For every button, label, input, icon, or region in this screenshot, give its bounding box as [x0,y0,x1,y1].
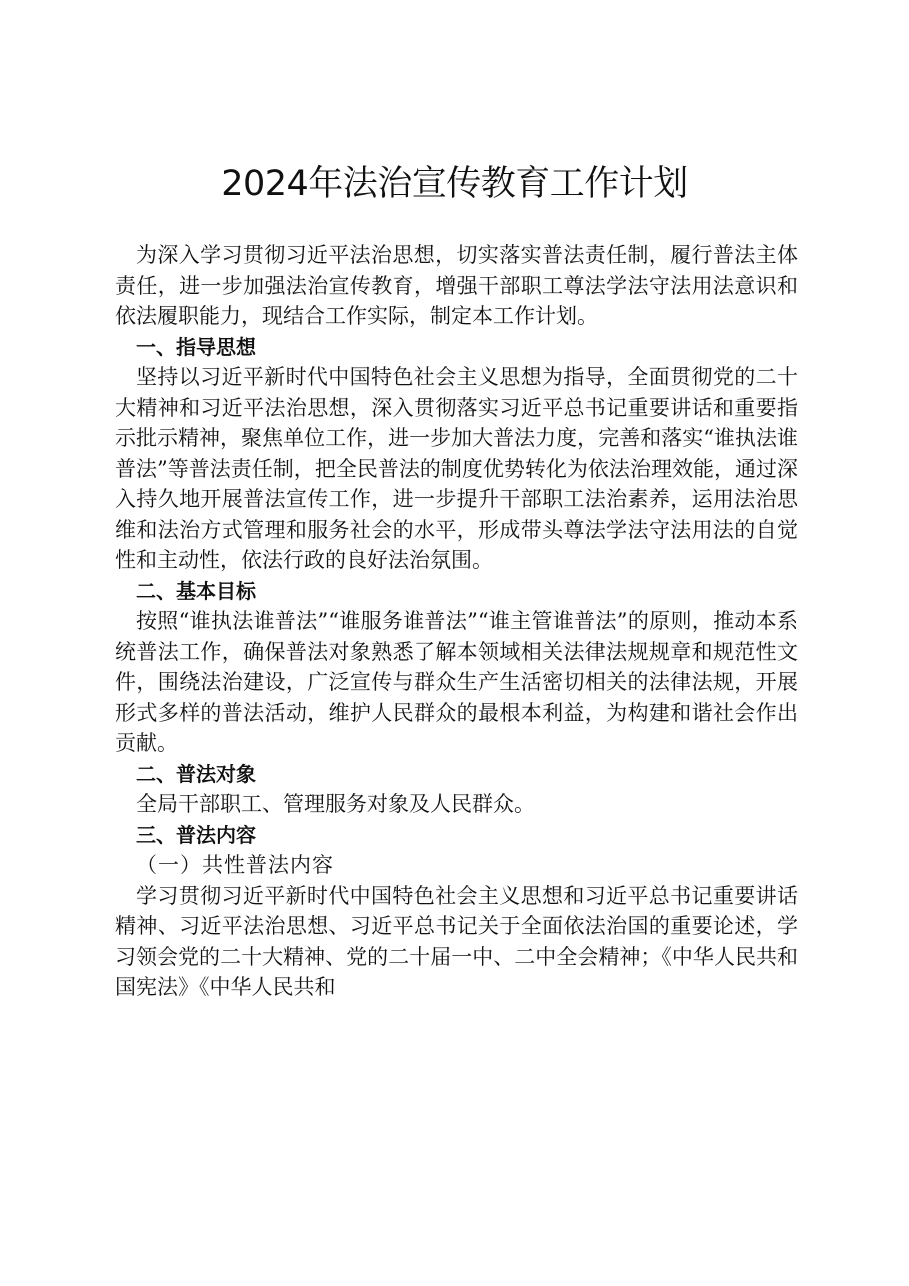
document-title: 2024年法治宣传教育工作计划 [221,164,688,204]
common-content-paragraph: 学习贯彻习近平新时代中国特色社会主义思想和习近平总书记重要讲话精神、习近平法治思想、习近平总书记关于全面依法治国的重要论述，学习领会党的二十大精神、党的二十届一中、二中全会精神；《中华人民共和国宪法》《中华人民共和 [115,883,798,999]
subsection-heading-common-content: （一）共性普法内容 [136,853,334,877]
basic-goals-paragraph: 按照“谁执法谁普法”“谁服务谁普法”“谁主管谁普法”的原则，推动本系统普法工作，确保普法对象熟悉了解本领域相关法律法规规章和规范性文件，围绕法治建设，广泛宣传与群众生产生活密切相关的法律法规，开展形式多样的普法活动，维护人民群众的最根本利益，为构建和谐社会作出贡献。 [115,609,798,755]
section-heading-guiding-ideology: 一、指导思想 [136,334,256,359]
section-heading-audience: 二、普法对象 [136,761,256,786]
audience-paragraph: 全局干部职工、管理服务对象及人民群众。 [136,792,535,816]
section-heading-basic-goals: 二、基本目标 [136,578,256,603]
intro-paragraph: 为深入学习贯彻习近平法治思想，切实落实普法责任制，履行普法主体责任，进一步加强法治宣传教育，增强干部职工尊法学法守法用法意识和依法履职能力，现结合工作实际，制定本工作计划。 [115,243,798,328]
document-body [115,240,798,1003]
guiding-ideology-paragraph: 坚持以习近平新时代中国特色社会主义思想为指导，全面贯彻党的二十大精神和习近平法治思想，深入贯彻落实习近平总书记重要讲话和重要指示批示精神，聚焦单位工作，进一步加大普法力度，完善和落实“谁执法谁普法”等普法责任制，把全民普法的制度优势转化为依法治理效能，通过深入持久地开展普法宣传工作，进一步提升干部职工法治素养，运用法治思维和法治方式管理和服务社会的水平，形成带头尊法学法守法用法的自觉性和主动性，依法行政的良好法治氛围。 [115,365,798,572]
section-heading-content: 三、普法内容 [136,822,256,847]
